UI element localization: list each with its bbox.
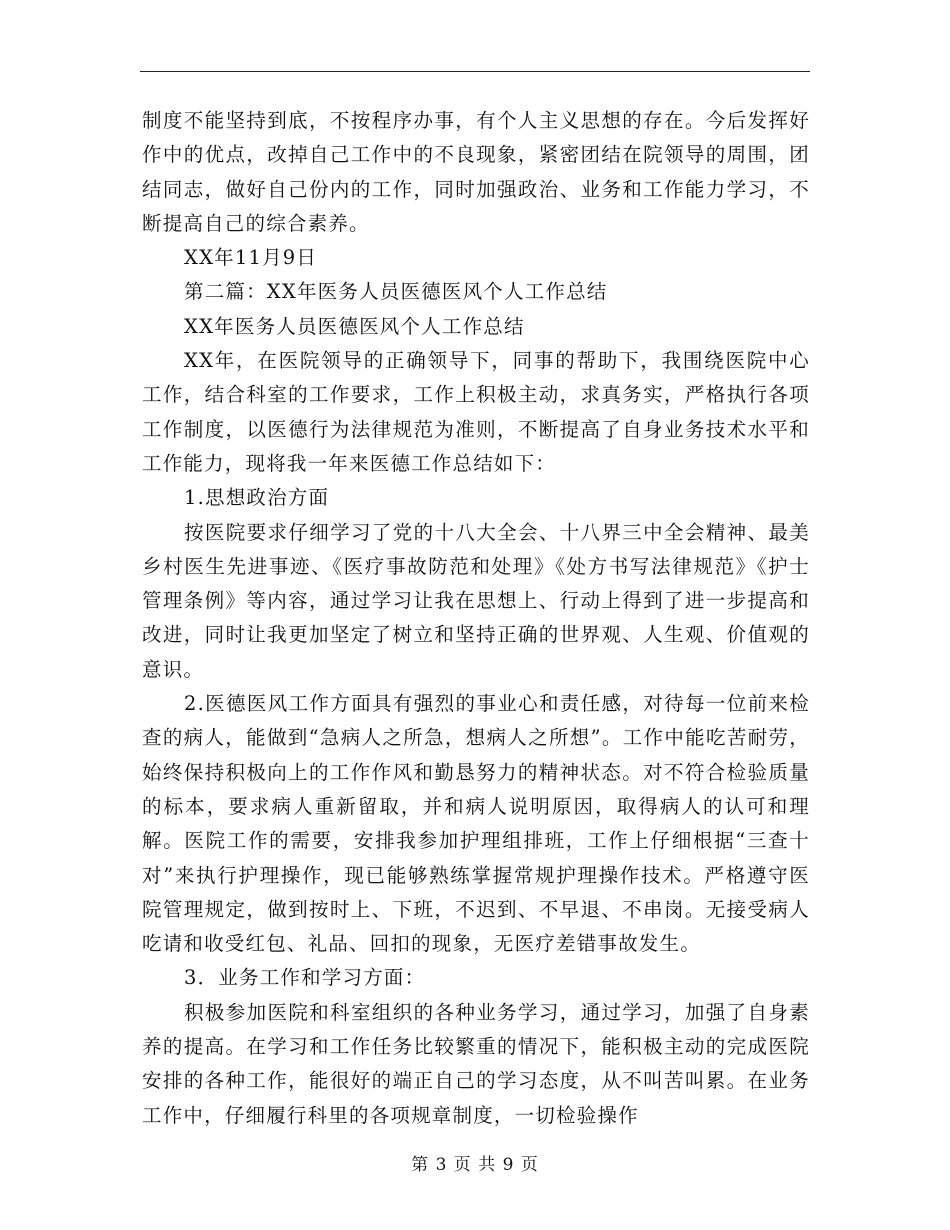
paragraph-subheading: 3．业务工作和学习方面： (184, 966, 426, 990)
document-body (142, 104, 810, 1133)
paragraph-section-heading: 第二篇：XX年医务人员医德医风个人工作总结 (184, 280, 608, 304)
page-number: 第 3 页 共 9 页 (411, 1155, 539, 1175)
paragraph-date: XX年11月9日 (184, 246, 318, 270)
header-rule (140, 71, 810, 72)
paragraph: 制度不能坚持到底，不按程序办事，有个人主义思想的存在。今后发挥好作中的优点，改掉自己工作中的不良现象，紧密团结在院领导的周围，团结同志，做好自己份内的工作，同时加强政治、业务和工作能力学习，不断提高自己的综合素养。 (142, 109, 810, 235)
paragraph: 2.医德医风工作方面具有强烈的事业心和责任感，对待每一位前来检查的病人，能做到“急病人之所急，想病人之所想”。工作中能吃苦耐劳，始终保持积极向上的工作作风和勤恳努力的精神状态。对不符合检验质量的标本，要求病人重新留取，并和病人说明原因，取得病人的认可和理解。医院工作的需要，安排我参加护理组排班，工作上仔细根据“三查十对”来执行护理操作，现已能够熟练掌握常规护理操作技术。严格遵守医院管理规定，做到按时上、下班，不迟到、不早退、不串岗。无接受病人吃请和收受红包、礼品、回扣的现象，无医疗差错事故发生。 (142, 692, 810, 956)
paragraph: 按医院要求仔细学习了党的十八大全会、十八界三中全会精神、最美乡村医生先进事迹、《医疗事故防范和处理》《处方书写法律规范》《护士管理条例》等内容，通过学习让我在思想上、行动上得到了进一步提高和改进，同时让我更加坚定了树立和坚持正确的世界观、人生观、价值观的意识。 (142, 520, 810, 681)
page-footer (0, 1150, 950, 1175)
paragraph-subheading: 1.思想政治方面 (184, 486, 330, 510)
paragraph-title: XX年医务人员医德医风个人工作总结 (184, 314, 525, 338)
paragraph: XX年，在医院领导的正确领导下，同事的帮助下，我围绕医院中心工作，结合科室的工作要求，工作上积极主动，求真务实，严格执行各项工作制度，以医德行为法律规范为准则，不断提高了自身业务技术水平和工作能力，现将我一年来医德工作总结如下： (142, 349, 810, 475)
paragraph: 积极参加医院和科室组织的各种业务学习，通过学习，加强了自身素养的提高。在学习和工作任务比较繁重的情况下，能积极主动的完成医院安排的各种工作，能很好的端正自己的学习态度，从不叫苦叫累。在业务工作中，仔细履行科里的各项规章制度，一切检验操作 (142, 1000, 810, 1127)
